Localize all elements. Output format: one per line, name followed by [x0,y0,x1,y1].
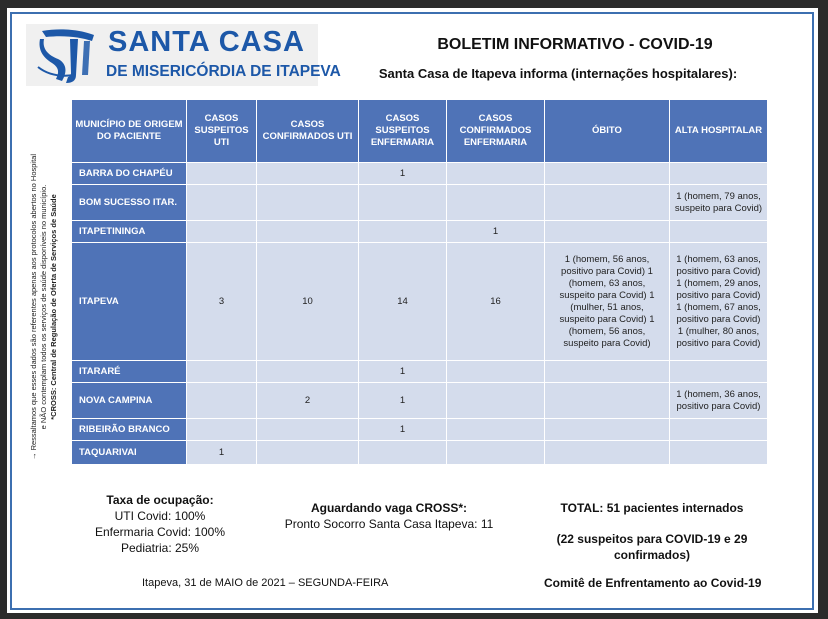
alta-cell [670,221,768,243]
municipio-cell: NOVA CAMPINA [72,383,187,419]
conf-enf-cell [447,419,545,441]
conf-enf-cell: 1 [447,221,545,243]
susp-uti-cell [187,163,257,185]
bulletin-title: BOLETIM INFORMATIVO - COVID-19 [437,36,713,53]
cross-waiting [272,500,506,532]
alta-cell [670,361,768,383]
conf-enf-cell [447,185,545,221]
total-breakdown: (22 suspeitos para COVID-19 e 29 confirmados) [556,532,748,562]
conf-uti-cell: 2 [257,383,359,419]
column-header-suspeitos-enfermaria: CASOS SUSPEITOS ENFERMARIA [359,100,447,163]
side-note-line-1: → Ressaltamos que esses dados são referentes apenas aos protocolos abertos no Hospital [29,154,38,461]
conf-uti-cell [257,441,359,465]
conf-uti-cell [257,419,359,441]
bulletin-date: Itapeva, 31 de MAIO de 2021 – SEGUNDA-FEIRA [142,577,389,589]
column-header-confirmados-enfermaria: CASOS CONFIRMADOS ENFERMARIA [447,100,545,163]
window-frame-bottom [0,613,828,619]
hospitalization-table [71,99,768,465]
table-row [72,419,768,441]
occupancy-heading: Taxa de ocupação: [106,493,214,507]
conf-enf-cell [447,441,545,465]
susp-enf-cell [359,221,447,243]
conf-uti-cell: 10 [257,243,359,361]
table-row [72,221,768,243]
susp-enf-cell [359,185,447,221]
occupancy-rates [62,492,258,556]
susp-uti-cell [187,383,257,419]
susp-uti-cell [187,185,257,221]
susp-uti-cell [187,419,257,441]
obito-cell [545,419,670,441]
logo-title: SANTA CASA [108,26,305,58]
conf-uti-cell [257,163,359,185]
table-header-row [72,100,768,163]
column-header-suspeitos-uti: CASOS SUSPEITOS UTI [187,100,257,163]
conf-enf-cell [447,163,545,185]
susp-uti-cell [187,221,257,243]
susp-uti-cell: 1 [187,441,257,465]
municipio-cell: ITAPETININGA [72,221,187,243]
column-header-alta: ALTA HOSPITALAR [670,100,768,163]
logo-subtitle: DE MISERICÓRDIA DE ITAPEVA [106,63,341,80]
susp-enf-cell: 1 [359,361,447,383]
cross-heading: Aguardando vaga CROSS*: [310,501,468,515]
obito-cell [545,361,670,383]
obito-cell: 1 (homem, 56 anos, positivo para Covid) 1 (homem, 63 anos, suspeito para Covid) 1 (mulher, 51 anos, suspeito para Covid) 1 (homem, 56 anos, suspeito para Covid) [545,243,670,361]
occupancy-uti: UTI Covid: 100% [114,509,206,523]
window-frame-right [818,0,828,619]
table-row [72,185,768,221]
conf-uti-cell [257,361,359,383]
table-row [72,383,768,419]
occupancy-pediatria: Pediatria: 25% [120,541,200,555]
municipio-cell: BOM SUCESSO ITAR. [72,185,187,221]
municipio-cell: RIBEIRÃO BRANCO [72,419,187,441]
occupancy-enfermaria: Enfermaria Covid: 100% [94,525,226,539]
side-note-cross-definition: *CROSS: Central de Regulação de Oferta de Serviços de Saúde [49,194,58,420]
susp-uti-cell: 3 [187,243,257,361]
conf-enf-cell [447,361,545,383]
municipio-cell: BARRA DO CHAPÉU [72,163,187,185]
cross-value: Pronto Socorro Santa Casa Itapeva: 11 [284,517,494,531]
alta-cell [670,441,768,465]
conf-enf-cell [447,383,545,419]
municipio-cell: ITARARÉ [72,361,187,383]
window-frame-top [0,0,828,8]
susp-enf-cell: 1 [359,419,447,441]
obito-cell [545,383,670,419]
table-row [72,243,768,361]
column-header-municipio: MUNICÍPIO DE ORIGEM DO PACIENTE [72,100,187,163]
side-note [21,142,67,472]
column-header-confirmados-uti: CASOS CONFIRMADOS UTI [257,100,359,163]
column-header-obito: ÓBITO [545,100,670,163]
bulletin-subtitle: Santa Casa de Itapeva informa (internações hospitalares): [378,66,738,81]
obito-cell [545,441,670,465]
alta-cell: 1 (homem, 63 anos, positivo para Covid) 1 (homem, 29 anos, positivo para Covid) 1 (homem, 67 anos, positivo para Covid) 1 (mulher, 80 anos, positivo para Covid) [670,243,768,361]
municipio-cell: ITAPEVA [72,243,187,361]
santa-casa-logo-icon [34,25,100,87]
obito-cell [545,185,670,221]
committee-signature: Comitê de Enfrentamento ao Covid-19 [544,576,762,590]
obito-cell [545,163,670,185]
alta-cell [670,419,768,441]
table-row [72,441,768,465]
conf-uti-cell [257,221,359,243]
susp-enf-cell: 14 [359,243,447,361]
side-note-line-2: e NÃO contemplam todos os serviços de saúde disponíveis no município. [39,184,48,430]
table-row [72,163,768,185]
municipio-cell: TAQUARIVAI [72,441,187,465]
susp-enf-cell: 1 [359,383,447,419]
susp-uti-cell [187,361,257,383]
conf-enf-cell: 16 [447,243,545,361]
susp-enf-cell [359,441,447,465]
total-patients: TOTAL: 51 pacientes internados [560,501,744,515]
alta-cell [670,163,768,185]
alta-cell: 1 (homem, 79 anos, suspeito para Covid) [670,185,768,221]
table-row [72,361,768,383]
window-frame-left [0,0,7,619]
susp-enf-cell: 1 [359,163,447,185]
alta-cell: 1 (homem, 36 anos, positivo para Covid) [670,383,768,419]
conf-uti-cell [257,185,359,221]
obito-cell [545,221,670,243]
